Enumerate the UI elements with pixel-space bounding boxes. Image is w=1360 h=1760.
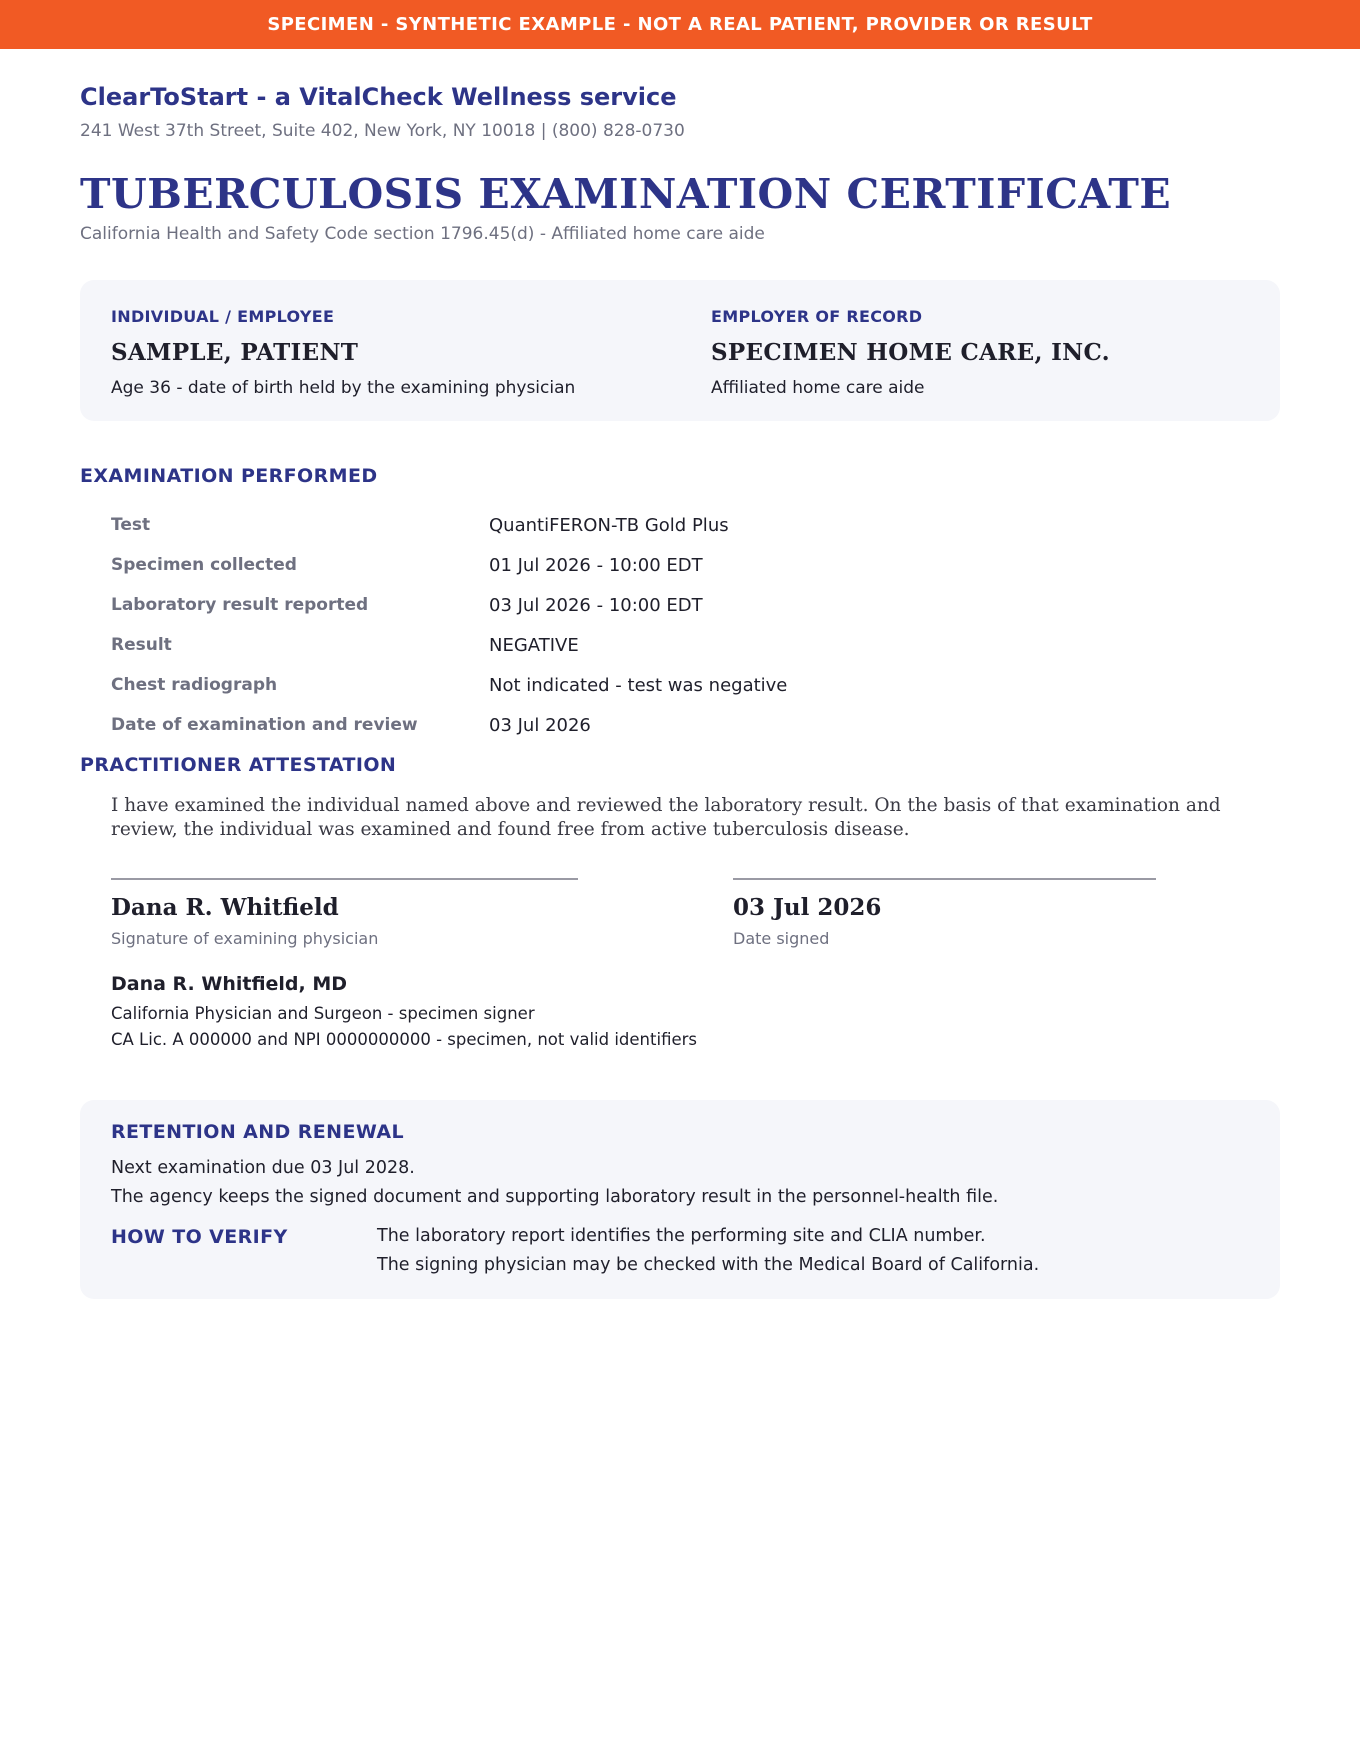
exam-label: Date of examination and review <box>111 715 418 735</box>
exam-value: 03 Jul 2026 - 10:00 EDT <box>489 594 703 616</box>
employer-block <box>711 307 1110 398</box>
exam-value: 03 Jul 2026 <box>489 714 591 736</box>
exam-row-result <box>111 625 1211 665</box>
individual-note: Age 36 - date of birth held by the examining physician <box>111 378 576 398</box>
individual-label: INDIVIDUAL / EMPLOYEE <box>111 307 335 326</box>
exam-value: 01 Jul 2026 - 10:00 EDT <box>489 554 703 576</box>
retention-panel <box>80 1100 1280 1299</box>
exam-value: Not indicated - test was negative <box>489 674 788 696</box>
exam-row-chest-radiograph <box>111 665 1211 705</box>
parties-panel <box>80 280 1280 421</box>
signature-line <box>111 878 578 880</box>
document-title: TUBERCULOSIS EXAMINATION CERTIFICATE <box>80 170 1172 218</box>
document-subtitle: California Health and Safety Code section 1796.45(d) - Affiliated home care aide <box>80 224 765 244</box>
examination-table <box>111 505 1211 745</box>
employer-name: SPECIMEN HOME CARE, INC. <box>711 339 1110 366</box>
specimen-banner: SPECIMEN - SYNTHETIC EXAMPLE - NOT A REAL PATIENT, PROVIDER OR RESULT <box>0 0 1360 49</box>
date-signed-caption: Date signed <box>733 929 830 948</box>
next-examination-due: Next examination due 03 Jul 2028. <box>111 1158 415 1178</box>
signature-caption: Signature of examining physician <box>111 929 379 948</box>
retention-policy: The agency keeps the signed document and supporting laboratory result in the personnel-health file. <box>111 1187 999 1207</box>
exam-label: Result <box>111 635 172 655</box>
exam-row-specimen-collected <box>111 545 1211 585</box>
individual-name: SAMPLE, PATIENT <box>111 339 359 366</box>
organization-name: ClearToStart - a VitalCheck Wellness service <box>80 83 677 111</box>
date-line <box>733 878 1156 880</box>
physician-signature: Dana R. Whitfield <box>111 894 339 921</box>
physician-title: California Physician and Surgeon - specimen signer <box>111 1004 535 1023</box>
exam-label: Specimen collected <box>111 555 297 575</box>
verify-line-laboratory: The laboratory report identifies the performing site and CLIA number. <box>377 1226 986 1246</box>
exam-value: QuantiFERON-TB Gold Plus <box>489 514 729 536</box>
date-signed: 03 Jul 2026 <box>733 894 882 921</box>
employer-note: Affiliated home care aide <box>711 378 925 398</box>
verify-line-medical-board: The signing physician may be checked with the Medical Board of California. <box>377 1255 1040 1275</box>
individual-block <box>111 307 575 398</box>
examination-section-title: EXAMINATION PERFORMED <box>80 465 378 487</box>
employer-label: EMPLOYER OF RECORD <box>711 307 923 326</box>
exam-row-exam-date <box>111 705 1211 745</box>
exam-row-test <box>111 505 1211 545</box>
attestation-statement: I have examined the individual named above and reviewed the laboratory result. On the basis of that examination and review, the individual was examined and found free from active tuberculosis disease. <box>111 795 1221 840</box>
exam-label: Laboratory result reported <box>111 595 369 615</box>
exam-label: Test <box>111 515 151 535</box>
verify-title: HOW TO VERIFY <box>111 1226 288 1248</box>
exam-value: NEGATIVE <box>489 634 579 656</box>
physician-license: CA Lic. A 000000 and NPI 0000000000 - specimen, not valid identifiers <box>111 1030 697 1049</box>
organization-address: 241 West 37th Street, Suite 402, New York, NY 10018 | (800) 828-0730 <box>80 121 685 141</box>
exam-label: Chest radiograph <box>111 675 278 695</box>
retention-title: RETENTION AND RENEWAL <box>111 1121 404 1143</box>
physician-name: Dana R. Whitfield, MD <box>111 973 348 995</box>
exam-row-result-reported <box>111 585 1211 625</box>
attestation-section-title: PRACTITIONER ATTESTATION <box>80 754 397 776</box>
